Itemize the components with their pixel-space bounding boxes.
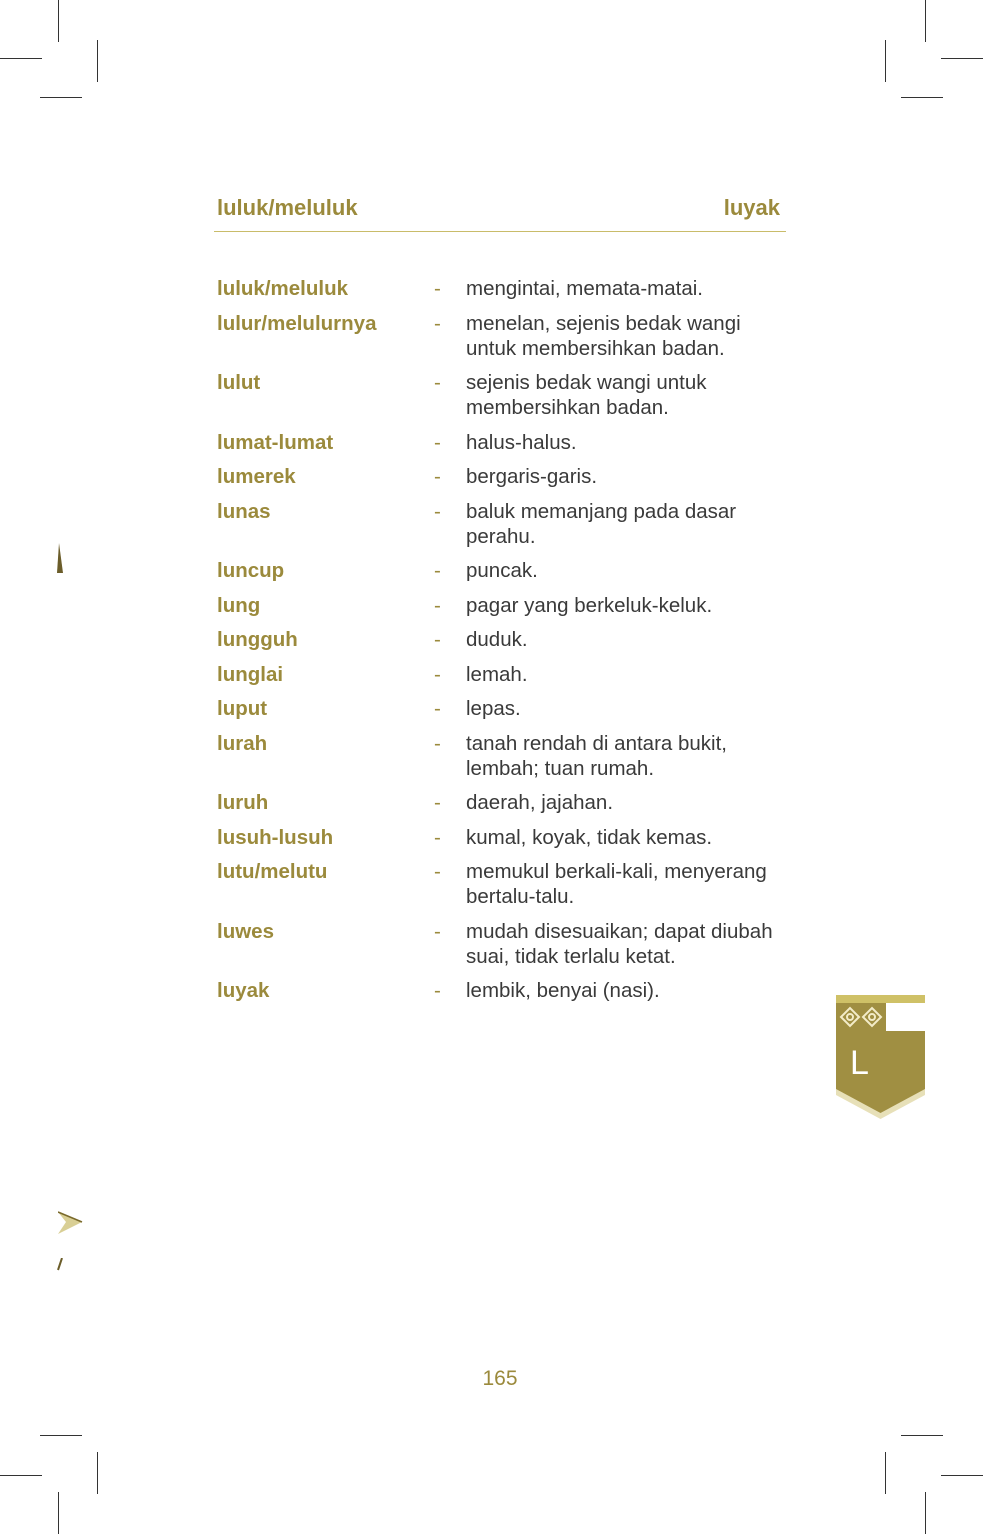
entry-dash: - bbox=[434, 277, 441, 300]
running-header bbox=[214, 193, 786, 232]
entry-dash: - bbox=[434, 662, 441, 686]
glossary-entry bbox=[217, 593, 777, 618]
entry-dash: - bbox=[434, 465, 441, 488]
crop-mark bbox=[97, 1452, 98, 1494]
entry-dash: - bbox=[434, 697, 441, 720]
entry-term: lurah bbox=[217, 731, 268, 755]
entry-dash: - bbox=[434, 628, 441, 651]
entry-dash: - bbox=[434, 371, 441, 394]
entry-dash: - bbox=[434, 825, 441, 849]
entry-term: lunas bbox=[217, 499, 271, 523]
margin-tick-icon bbox=[56, 1258, 66, 1272]
entry-dash: - bbox=[434, 791, 441, 814]
tab-top-bar bbox=[836, 995, 925, 1003]
glossary-entry bbox=[217, 731, 777, 781]
glossary-entry bbox=[217, 825, 777, 850]
entry-definition: kumal, koyak, tidak kemas. bbox=[466, 825, 713, 849]
margin-ornament-icon bbox=[55, 543, 67, 579]
entry-definition: mengintai, memata-matai. bbox=[466, 277, 703, 300]
tab-letter: L bbox=[850, 1044, 869, 1082]
entry-dash: - bbox=[434, 311, 441, 335]
glossary-list bbox=[217, 276, 777, 1013]
entry-term: luput bbox=[217, 697, 268, 720]
crop-mark bbox=[58, 1492, 59, 1534]
crop-mark bbox=[40, 97, 82, 98]
page-number: 165 bbox=[482, 1367, 518, 1390]
entry-definition: pagar yang berkeluk-keluk. bbox=[466, 593, 713, 617]
entry-term: luncup bbox=[217, 559, 285, 582]
crop-mark bbox=[885, 40, 886, 82]
crop-mark bbox=[901, 1435, 943, 1436]
entry-term: lungguh bbox=[217, 628, 298, 651]
glossary-entry bbox=[217, 499, 777, 549]
entry-definition: bergaris-garis. bbox=[466, 465, 598, 488]
glossary-entry bbox=[217, 276, 777, 301]
crop-mark bbox=[925, 1492, 926, 1534]
entry-definition: lembik, benyai (nasi). bbox=[466, 979, 660, 1002]
entry-definition: mudah disesuaikan; dapat diubah suai, tidak terlalu ketat. bbox=[466, 919, 773, 968]
glossary-entry bbox=[217, 859, 777, 909]
entry-dash: - bbox=[434, 860, 441, 883]
glossary-entry bbox=[217, 558, 777, 583]
entry-definition: daerah, jajahan. bbox=[466, 791, 614, 814]
glossary-entry bbox=[217, 311, 777, 361]
entry-term: luwes bbox=[217, 919, 274, 943]
entry-definition: duduk. bbox=[466, 628, 528, 651]
entry-definition: tanah rendah di antara bukit, lembah; tuan rumah. bbox=[466, 731, 727, 780]
crop-mark bbox=[97, 40, 98, 82]
glossary-entry bbox=[217, 662, 777, 687]
entry-term: lusuh-lusuh bbox=[217, 825, 334, 849]
entry-dash: - bbox=[434, 499, 441, 523]
entry-definition: memukul berkali-kali, menyerang bertalu-talu. bbox=[466, 860, 767, 908]
entry-dash: - bbox=[434, 593, 441, 617]
entry-term: luluk/meluluk bbox=[217, 277, 348, 300]
entry-term: lumerek bbox=[217, 465, 296, 488]
glossary-entry bbox=[217, 430, 777, 455]
entry-definition: sejenis bedak wangi untuk membersihkan badan. bbox=[466, 371, 707, 419]
entry-term: lulur/melulurnya bbox=[217, 311, 377, 335]
glossary-entry bbox=[217, 370, 777, 420]
entry-definition: puncak. bbox=[466, 559, 538, 582]
left-guide-word: luluk/meluluk bbox=[217, 195, 358, 220]
crop-mark bbox=[925, 0, 926, 42]
crop-mark bbox=[0, 58, 42, 59]
entry-definition: lepas. bbox=[466, 697, 521, 720]
crop-mark bbox=[0, 1475, 42, 1476]
entry-dash: - bbox=[434, 430, 441, 454]
crop-mark bbox=[941, 58, 983, 59]
margin-arrow-icon bbox=[58, 1208, 86, 1238]
glossary-entry bbox=[217, 790, 777, 815]
tab-pattern-icon bbox=[836, 1003, 886, 1031]
entry-definition: lemah. bbox=[466, 662, 528, 686]
crop-mark bbox=[40, 1435, 82, 1436]
letter-thumb-tab bbox=[836, 995, 925, 1121]
glossary-entry bbox=[217, 464, 777, 489]
entry-definition: menelan, sejenis bedak wangi untuk membersihkan badan. bbox=[466, 311, 741, 360]
crop-mark bbox=[941, 1475, 983, 1476]
crop-mark bbox=[885, 1452, 886, 1494]
glossary-entry bbox=[217, 627, 777, 652]
entry-dash: - bbox=[434, 559, 441, 582]
entry-definition: baluk memanjang pada dasar perahu. bbox=[466, 499, 737, 548]
glossary-entry bbox=[217, 978, 777, 1003]
entry-term: luyak bbox=[217, 979, 270, 1002]
entry-dash: - bbox=[434, 919, 441, 943]
entry-term: lulut bbox=[217, 371, 261, 394]
entry-term: luruh bbox=[217, 791, 269, 814]
entry-term: lutu/melutu bbox=[217, 860, 328, 883]
entry-term: lunglai bbox=[217, 662, 284, 686]
entry-dash: - bbox=[434, 731, 441, 755]
entry-term: lung bbox=[217, 593, 261, 617]
crop-mark bbox=[901, 97, 943, 98]
entry-term: lumat-lumat bbox=[217, 430, 334, 454]
entry-definition: halus-halus. bbox=[466, 430, 577, 454]
glossary-entry bbox=[217, 919, 777, 969]
crop-mark bbox=[58, 0, 59, 42]
right-guide-word: luyak bbox=[723, 195, 780, 220]
entry-dash: - bbox=[434, 979, 441, 1002]
glossary-entry bbox=[217, 696, 777, 721]
